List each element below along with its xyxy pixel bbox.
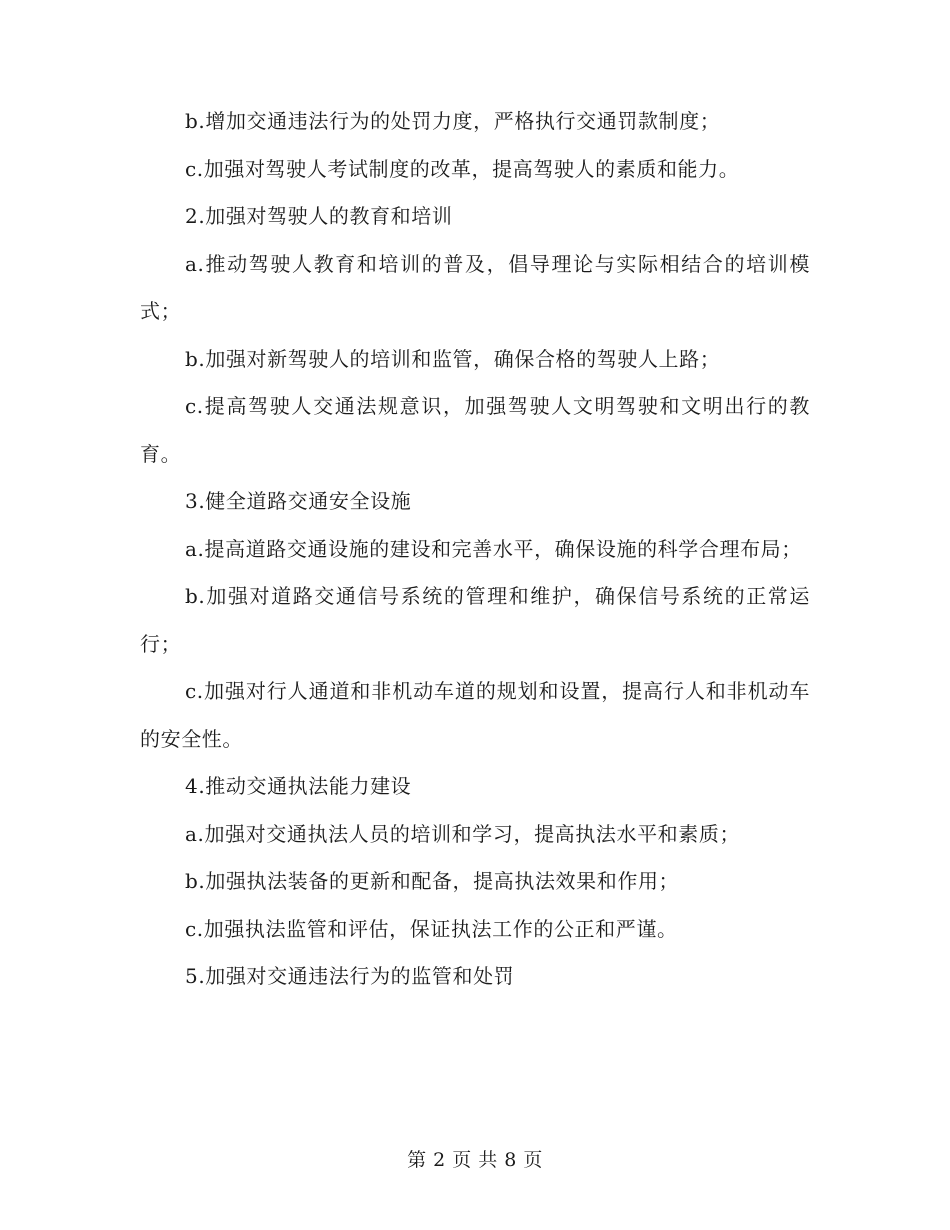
paragraph: c.加强对驾驶人考试制度的改革，提高驾驶人的素质和能力。 [185,156,740,181]
paragraph: b.加强对新驾驶人的培训和监管，确保合格的驾驶人上路； [185,346,721,371]
document-body [140,98,810,1001]
section-heading: 4.推动交通执法能力建设 [185,774,412,798]
paragraph: c.加强执法监管和评估，保证执法工作的公正和严谨。 [185,916,678,941]
paragraph: b.加强执法装备的更新和配备，提高执法效果和作用； [185,869,680,893]
paragraph: b.增加交通违法行为的处罚力度，严格执行交通罚款制度； [185,109,721,133]
section-heading: 2.加强对驾驶人的教育和培训 [185,204,453,228]
paragraph: a.提高道路交通设施的建设和完善水平，确保设施的科学合理布局； [185,536,802,561]
section-heading: 5.加强对交通违法行为的监管和处罚 [185,964,515,988]
section-heading: 3.健全道路交通安全设施 [185,489,412,513]
paragraph: a.推动驾驶人教育和培训的普及，倡导理论与实际相结合的培训模式； [140,251,810,323]
paragraph: a.加强对交通执法人员的培训和学习，提高执法水平和素质； [185,821,741,846]
paragraph: b.加强对道路交通信号系统的管理和维护，确保信号系统的正常运行； [140,584,810,656]
page-number-footer: 第 2 页 共 8 页 [407,1149,543,1171]
paragraph: c.加强对行人通道和非机动车道的规划和设置，提高行人和非机动车的安全性。 [140,679,810,751]
paragraph: c.提高驾驶人交通法规意识，加强驾驶人文明驾驶和文明出行的教育。 [140,394,810,466]
